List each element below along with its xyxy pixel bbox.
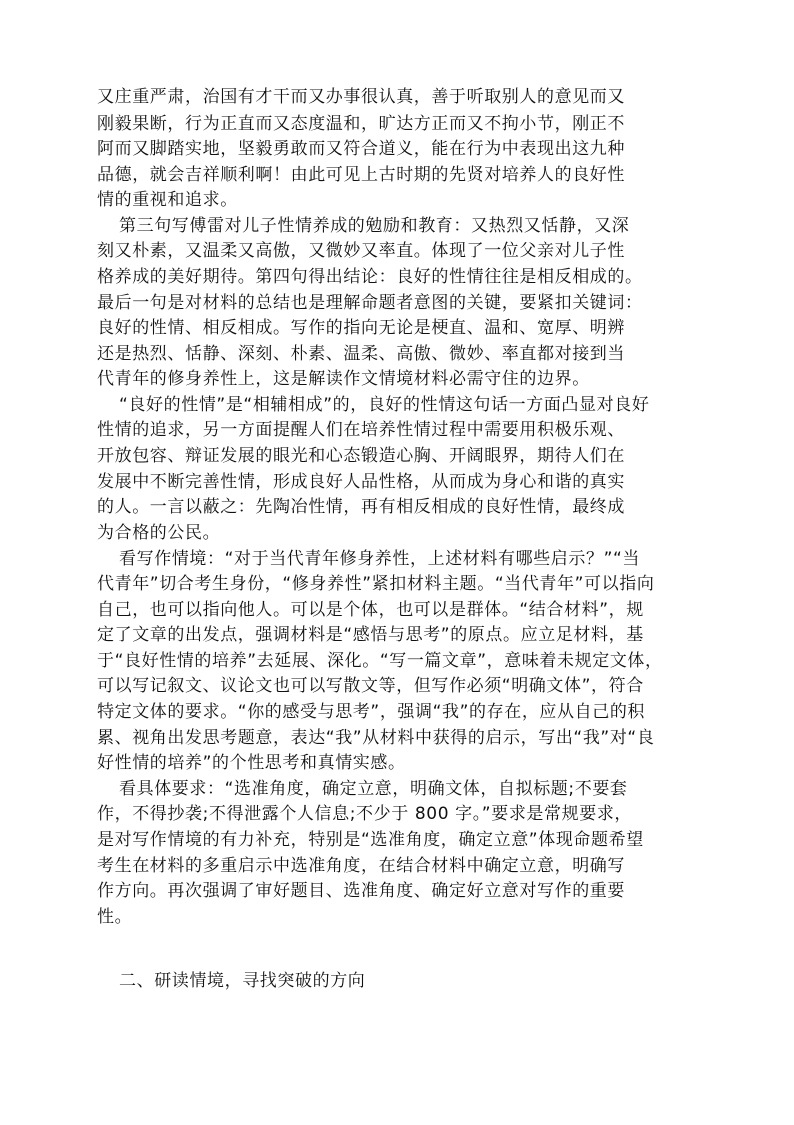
text-line: 刻又朴素，又温柔又高傲，又微妙又率直。体现了一位父亲对儿子性 — [97, 241, 625, 261]
text-line: 自己，也可以指向他人。可以是个体，也可以是群体。“结合材料”，规 — [97, 600, 644, 620]
text-line: 累、视角出发思考题意，表达“我”从材料中获得的启示，写出“我”对“良 — [97, 728, 655, 748]
text-line: 特定文体的要求。“你的感受与思考”，强调“我”的存在，应从自己的积 — [97, 702, 646, 722]
text-line: 好性情的培养”的个性思考和真情实感。 — [97, 753, 406, 773]
text-line: 于“良好性情的培养”去延展、深化。“写一篇文章”，意味着未规定文体， — [97, 651, 663, 671]
paragraph-first-line: 看写作情境：“对于当代青年修身养性，上述材料有哪些启示？”“当 — [119, 549, 641, 569]
text-line: 格养成的美好期待。第四句得出结论：良好的性情往往是相反相成的。 — [97, 267, 643, 287]
text-line: 作，不得抄袭;不得泄露个人信息;不少于 800 字。”要求是常规要求， — [97, 804, 633, 824]
text-line: 发展中不断完善性情，形成良好人品性格，从而成为身心和谐的真实 — [97, 472, 625, 492]
text-line: 最后一句是对材料的总结也是理解命题者意图的关键，要紧扣关键词： — [97, 293, 643, 313]
text-line: 是对写作情境的有力补充，特别是“选准角度，确定立意”体现命题希望 — [97, 830, 644, 850]
text-line: 性情的追求，另一方面提醒人们在培养性情过程中需要用积极乐观、 — [97, 420, 625, 440]
text-line: 开放包容、辩证发展的眼光和心态锻造心胸、开阔眼界，期待人们在 — [97, 446, 625, 466]
text-line: 阿而又脚踏实地，坚毅勇敢而又符合道义，能在行为中表现出这九种 — [97, 139, 625, 159]
text-line: 性。 — [97, 907, 133, 927]
text-line: 作方向。再次强调了审好题目、选准角度、确定好立意对写作的重要 — [97, 881, 625, 901]
text-line: 品德，就会吉祥顺利啊！由此可见上古时期的先贤对培养人的良好性 — [97, 165, 625, 185]
paragraph-first-line: 看具体要求：“选准角度，确定立意，明确文体，自拟标题;不要套 — [119, 779, 628, 799]
text-line: 代青年”切合考生身份，“修身养性”紧扣材料主题。“当代青年”可以指向 — [97, 574, 655, 594]
text-line: 考生在材料的多重启示中选准角度，在结合材料中确定立意，明确写 — [97, 856, 625, 876]
text-line: 为合格的公民。 — [97, 523, 221, 543]
text-line: 可以写记叙文、议论文也可以写散文等，但写作必须“明确文体”，符合 — [97, 676, 644, 696]
text-line: 定了文章的出发点，强调材料是“感悟与思考”的原点。应立足材料，基 — [97, 625, 644, 645]
text-line: 刚毅果断，行为正直而又态度温和，旷达方正而又不拘小节，刚正不 — [97, 114, 625, 134]
text-line: 还是热烈、恬静、深刻、朴素、温柔、高傲、微妙、率直都对接到当 — [97, 344, 625, 364]
paragraph-first-line: “良好的性情”是“相辅相成”的，良好的性情这句话一方面凸显对良好 — [119, 395, 650, 415]
text-line: 的人。一言以蔽之：先陶冶性情，再有相反相成的良好性情，最终成 — [97, 497, 625, 517]
paragraph-first-line: 第三句写傅雷对儿子性情养成的勉励和教育：又热烈又恬静，又深 — [119, 216, 630, 236]
text-line: 情的重视和追求。 — [97, 190, 238, 210]
text-line: 良好的性情、相反相成。写作的指向无论是梗直、温和、宽厚、明辨 — [97, 318, 625, 338]
text-line: 代青年的修身养性上，这是解读作文情境材料必需守住的边界。 — [97, 369, 590, 389]
section-heading: 二、研读情境，寻找突破的方向 — [119, 971, 366, 991]
text-line: 又庄重严肃，治国有才干而又办事很认真，善于听取别人的意见而又 — [97, 87, 625, 107]
